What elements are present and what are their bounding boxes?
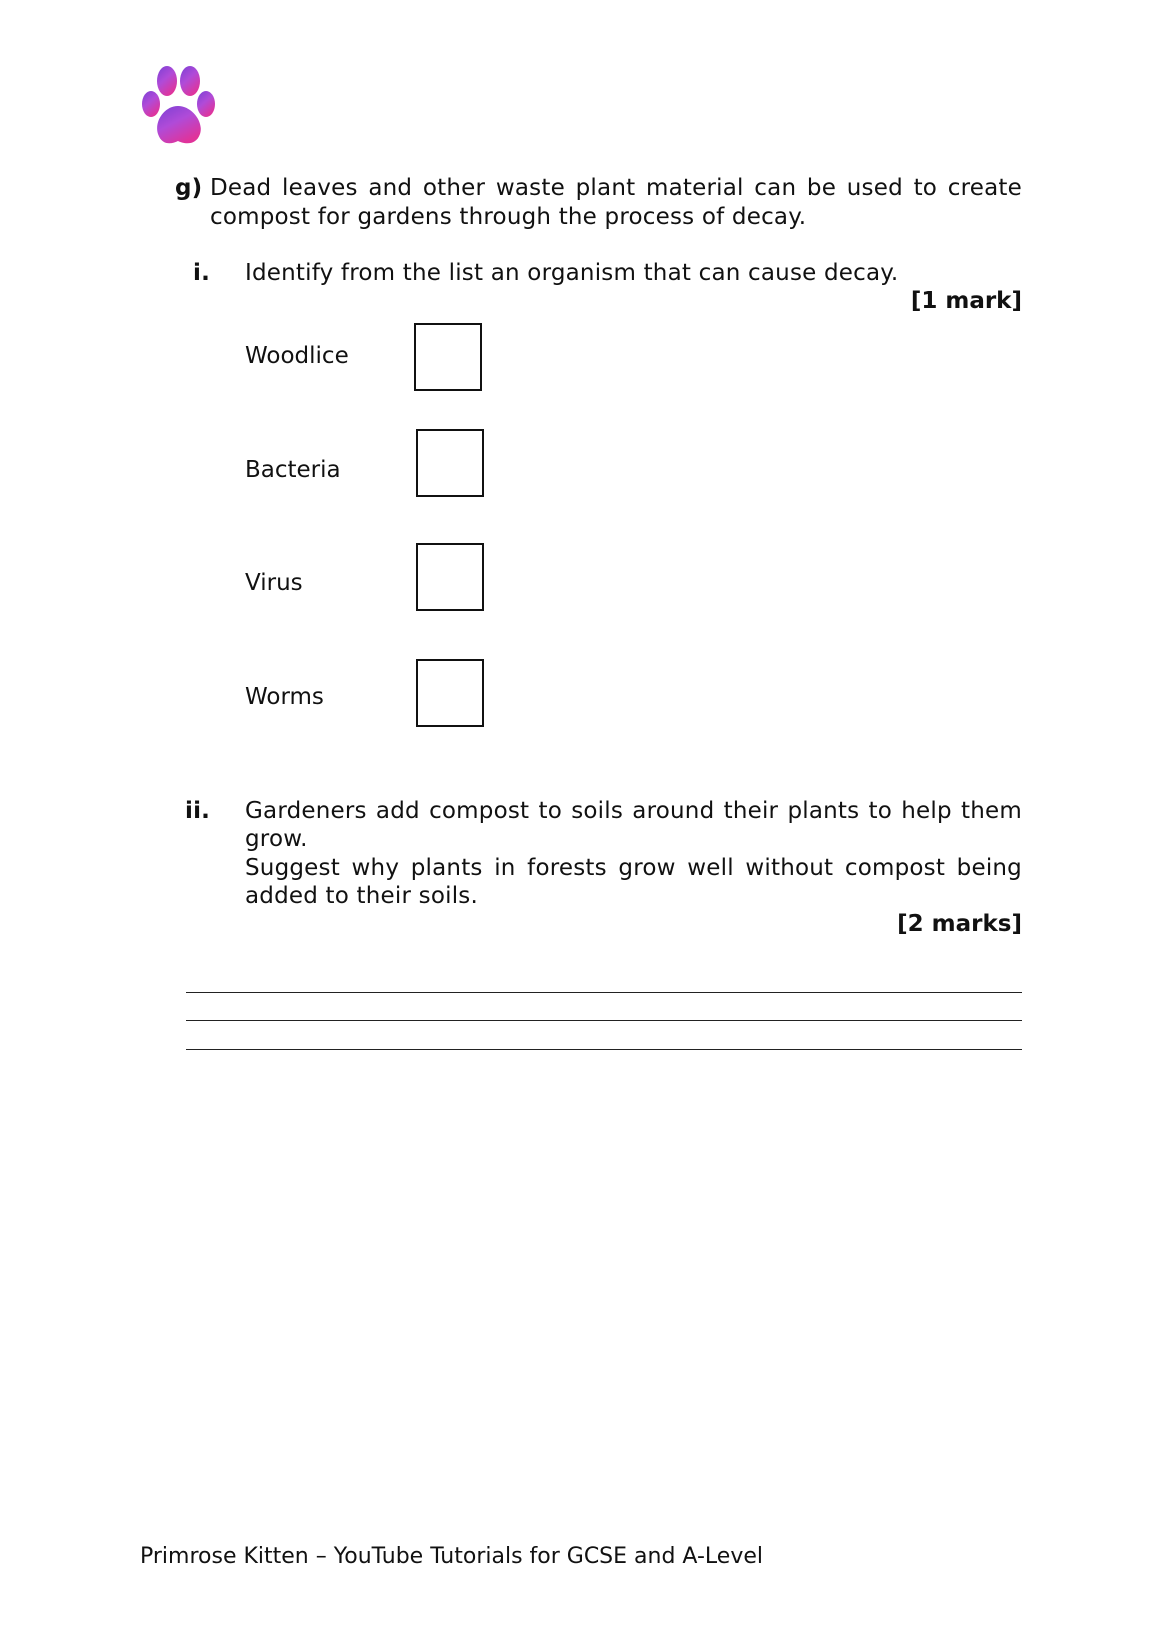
answer-line[interactable]	[186, 1049, 1022, 1050]
question-label: g)	[175, 175, 203, 201]
logo	[140, 66, 220, 148]
option-woodlice-label: Woodlice	[245, 343, 349, 369]
option-bacteria-checkbox[interactable]	[416, 429, 484, 497]
option-worms-label: Worms	[245, 684, 324, 710]
paw-print-icon	[140, 66, 220, 148]
part-i-marks: [1 mark]	[910, 288, 1022, 314]
part-ii-line4: added to their soils.	[245, 883, 478, 909]
part-ii-line1: Gardeners add compost to soils around their plants to help them	[245, 798, 1022, 824]
part-ii-line3: Suggest why plants in forests grow well without compost being	[245, 855, 1022, 881]
answer-line[interactable]	[186, 1020, 1022, 1021]
footer-text: Primrose Kitten – YouTube Tutorials for GCSE and A-Level	[140, 1544, 763, 1569]
part-ii-marks: [2 marks]	[897, 911, 1022, 937]
option-woodlice-checkbox[interactable]	[414, 323, 482, 391]
option-virus-label: Virus	[245, 570, 303, 596]
part-ii-label: ii.	[185, 798, 211, 824]
answer-line[interactable]	[186, 992, 1022, 993]
part-i-text: Identify from the list an organism that can cause decay.	[245, 260, 899, 286]
question-text-line2: compost for gardens through the process of decay.	[210, 204, 807, 230]
option-worms-checkbox[interactable]	[416, 659, 484, 727]
option-bacteria-label: Bacteria	[245, 457, 341, 483]
option-virus-checkbox[interactable]	[416, 543, 484, 611]
part-i-label: i.	[193, 260, 211, 286]
question-text-line1: Dead leaves and other waste plant material can be used to create	[210, 175, 1022, 201]
part-ii-line2: grow.	[245, 826, 308, 852]
